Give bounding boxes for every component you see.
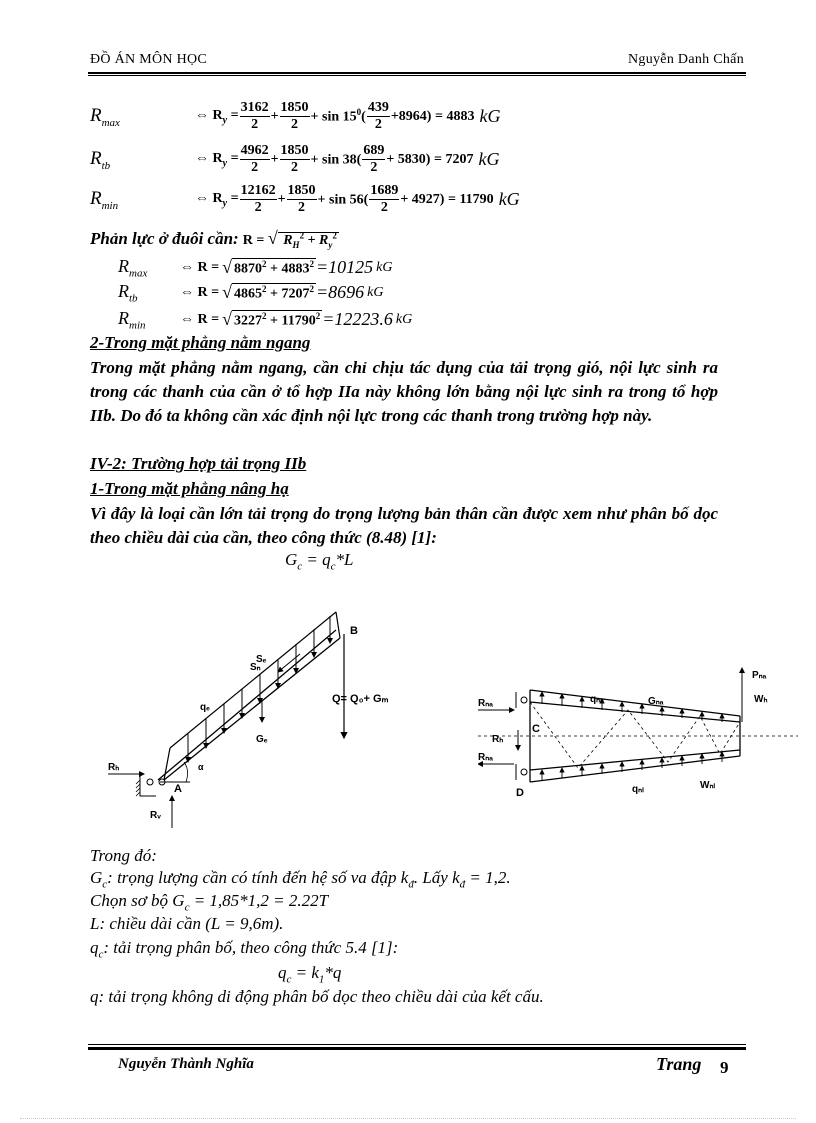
label-gna: Gₙₐ <box>648 696 664 707</box>
def-q: q: tải trọng không di động phân bố dọc theo chiều dài của kết cấu. <box>90 987 544 1006</box>
label-qc: qₑ <box>200 702 210 713</box>
footer-rule-thin <box>88 1044 746 1045</box>
reaction-title-line <box>90 228 339 250</box>
label-sn: Sₙ <box>250 662 261 673</box>
label-pna: Pₙₐ <box>752 670 767 681</box>
def-gc: $G_c$: trọng lượng cần có tính đến hệ số va đập $k_đ$. Lấy $k_đ = 1,2$. <box>90 868 511 891</box>
reaction-formula: R = √ $R_H^2 + R_y^2$ <box>242 228 337 250</box>
r-equation-row: $R_{tb}$ ⇔ R = √ 4865$^2$ + 7207$^2$ =8696 kG <box>118 281 384 305</box>
section-title-horizontal: 2-Trong mặt phẳng nằm ngang <box>90 333 311 352</box>
label-rna-bottom: Rₙₐ <box>478 752 493 763</box>
label-rh: Rₕ <box>108 762 120 773</box>
r-equation-row: $R_{min}$ ⇔ R = √ 3227$^2$ + 11790$^2$ =12223.6 kG <box>118 308 413 332</box>
footer-page-number: 9 <box>720 1058 729 1077</box>
section-title-lifting-plane: 1-Trong mặt phẳng nâng hạ <box>90 479 289 498</box>
label-rh-right: Rₕ <box>492 734 504 745</box>
formula-qc: $q_c = k_1*q$ <box>278 963 342 986</box>
header-title: ĐỒ ÁN MÔN HỌC <box>90 52 208 67</box>
label-qna: qₙₐ <box>590 694 604 705</box>
label-wnl: Wₙₗ <box>700 780 716 791</box>
label-rna-top: Rₙₐ <box>478 698 493 709</box>
ry-equation-row: $R_{min}$ ⇔ $R_y$ = $\frac{12162}{2}$ + $\frac{1850}{2}$ + sin 56( $\frac{1689}{2}$ + 4927) = 11790 kG <box>90 183 520 215</box>
label-gc: Gₑ <box>256 734 268 745</box>
section-body-horizontal: Trong mặt phẳng nằm ngang, cần chỉ chịu tác dụng của tải trọng gió, nội lực sinh ra trong các thanh của cần ở tổ hợp IIa này không lớn bằng nội lực sinh ra trong tổ hợp IIb. Do đó ta không cần xác định nội lực trong các thanh trong trường hợp này. <box>90 358 718 425</box>
footer-name: Nguyễn Thành Nghĩa <box>118 1056 254 1072</box>
ry-equation-row: $R_{max}$ ⇔ $R_y$ = $\frac{3162}{2}$ + $\frac{1850}{2}$ + $\sin 15^0$( $\frac{439}{2}$ +8964) = 4883 kG <box>90 100 501 132</box>
def-prelim: Chọn sơ bộ $G_c = 1,85*1,2 = 2.22T$ <box>90 891 329 914</box>
label-se: Sₑ <box>256 654 267 665</box>
label-q: Q= Q₀+ Gₘ <box>332 693 389 705</box>
header-author: Nguyễn Danh Chấn <box>628 52 744 67</box>
def-qc: $q_c$: tải trọng phân bố, theo công thức 5.4 [1]: <box>90 938 399 961</box>
footer-page-label: Trang <box>656 1054 702 1074</box>
section-body-lifting: Vì đây là loại cần lớn tải trọng do trọng lượng bản thân cần được xem như phân bố dọc theo chiều dài của cần, theo công thức (8.48) [1]: <box>90 504 718 547</box>
label-rv: Rᵥ <box>150 810 161 821</box>
label-d: D <box>516 787 524 799</box>
footer-rule <box>88 1047 746 1050</box>
label-qnl: qₙₗ <box>632 784 644 795</box>
trong-do: Trong đó: <box>90 846 157 865</box>
header-rule-thin <box>88 75 746 76</box>
boom-diagram <box>100 610 430 840</box>
section-title-case-iib: IV-2: Trường hợp tải trọng IIb <box>90 454 307 473</box>
label-angle: α <box>198 762 204 772</box>
label-a: A <box>174 783 182 795</box>
def-length: L: chiều dài cần (L = 9,6m). <box>90 914 284 933</box>
formula-gc: $G_c = q_c*L$ <box>285 550 354 573</box>
label-b: B <box>350 625 358 637</box>
boom-plan-diagram <box>478 660 808 800</box>
header-rule <box>88 72 746 74</box>
label-wh: Wₕ <box>754 694 768 705</box>
r-equation-row: $R_{max}$ ⇔ R = √ 8870$^2$ + 4883$^2$ =10125 kG <box>118 256 393 280</box>
ry-equation-row: $R_{tb}$ ⇔ $R_y$ = $\frac{4962}{2}$ + $\frac{1850}{2}$ + sin 38( $\frac{689}{2}$ + 5830) = 7207 kG <box>90 143 500 175</box>
reaction-title: Phản lực ở đuôi cần: <box>90 228 239 248</box>
label-c: C <box>532 723 540 735</box>
page-edge <box>20 1118 796 1119</box>
